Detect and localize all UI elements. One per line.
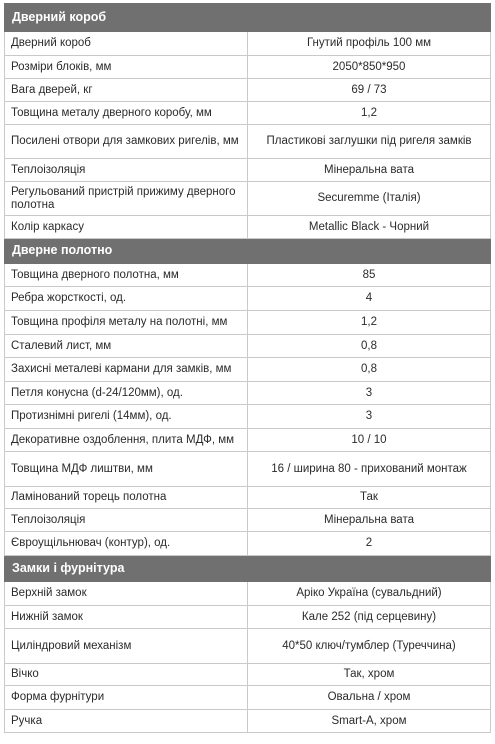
row-value: 2050*850*950 [248,56,491,79]
row-value: 85 [248,264,491,287]
row-label: Товщина МДФ лиштви, мм [5,452,248,487]
section-header [5,239,491,264]
row-label: Вага дверей, кг [5,79,248,102]
row-label: Петля конусна (d-24/120мм), од. [5,382,248,405]
table-row [5,686,491,710]
row-label: Дверний короб [5,32,248,56]
table-row [5,382,491,405]
table-row [5,509,491,532]
table-row [5,182,491,216]
row-value: Так, хром [248,664,491,686]
spec-table [4,3,491,733]
row-value: Securemme (Італія) [248,182,491,216]
section-title: Дверний короб [5,4,491,32]
row-value: Мінеральна вата [248,159,491,182]
table-row [5,358,491,382]
row-value: Пластикові заглушки під ригеля замків [248,125,491,159]
row-value: Мінеральна вата [248,509,491,532]
row-label: Ручка [5,710,248,733]
table-row [5,216,491,239]
table-row [5,429,491,452]
row-label: Теплоізоляція [5,509,248,532]
table-row [5,32,491,56]
section-header [5,4,491,32]
table-row [5,582,491,606]
table-row [5,79,491,102]
row-value: 16 / ширина 80 - прихований монтаж [248,452,491,487]
row-label: Верхній замок [5,582,248,606]
table-row [5,487,491,509]
row-label: Вічко [5,664,248,686]
row-value: Metallic Black - Чорний [248,216,491,239]
row-label: Посилені отвори для замкових ригелів, мм [5,125,248,159]
section-header [5,556,491,582]
table-row [5,102,491,125]
table-row [5,452,491,487]
row-label: Теплоізоляція [5,159,248,182]
table-row [5,159,491,182]
row-value: 0,8 [248,358,491,382]
table-row [5,125,491,159]
row-value: Гнутий профіль 100 мм [248,32,491,56]
table-row [5,264,491,287]
row-label: Нижній замок [5,606,248,629]
row-label: Сталевий лист, мм [5,335,248,358]
row-value: Так [248,487,491,509]
row-value: 40*50 ключ/тумблер (Туреччина) [248,629,491,664]
row-label: Захисні металеві кармани для замків, мм [5,358,248,382]
table-row [5,335,491,358]
table-row [5,532,491,556]
row-label: Ребра жорсткості, од. [5,287,248,311]
table-row [5,287,491,311]
table-row [5,311,491,335]
row-value: Овальна / хром [248,686,491,710]
row-value: 0,8 [248,335,491,358]
row-label: Декоративне оздоблення, плита МДФ, мм [5,429,248,452]
table-row [5,56,491,79]
row-label: Регульований пристрій прижиму дверного полотна [5,182,248,216]
row-value: 1,2 [248,311,491,335]
row-value: 3 [248,405,491,429]
row-value: 4 [248,287,491,311]
row-label: Колір каркасу [5,216,248,239]
row-value: Smart-A, хром [248,710,491,733]
table-row [5,664,491,686]
row-value: Аріко Україна (сувальдний) [248,582,491,606]
row-value: 10 / 10 [248,429,491,452]
row-label: Циліндровий механізм [5,629,248,664]
row-label: Євроущільнювач (контур), од. [5,532,248,556]
section-title: Дверне полотно [5,239,491,264]
row-value: 1,2 [248,102,491,125]
row-label: Товщина металу дверного коробу, мм [5,102,248,125]
row-value: 69 / 73 [248,79,491,102]
row-label: Товщина профіля металу на полотні, мм [5,311,248,335]
row-label: Товщина дверного полотна, мм [5,264,248,287]
row-label: Форма фурнітури [5,686,248,710]
row-value: Кале 252 (під серцевину) [248,606,491,629]
row-label: Протизнімні ригелі (14мм), од. [5,405,248,429]
row-label: Розміри блоків, мм [5,56,248,79]
section-title: Замки і фурнітура [5,556,491,582]
table-row [5,606,491,629]
row-label: Ламінований торець полотна [5,487,248,509]
row-value: 2 [248,532,491,556]
table-row [5,405,491,429]
table-row [5,629,491,664]
table-row [5,710,491,733]
row-value: 3 [248,382,491,405]
